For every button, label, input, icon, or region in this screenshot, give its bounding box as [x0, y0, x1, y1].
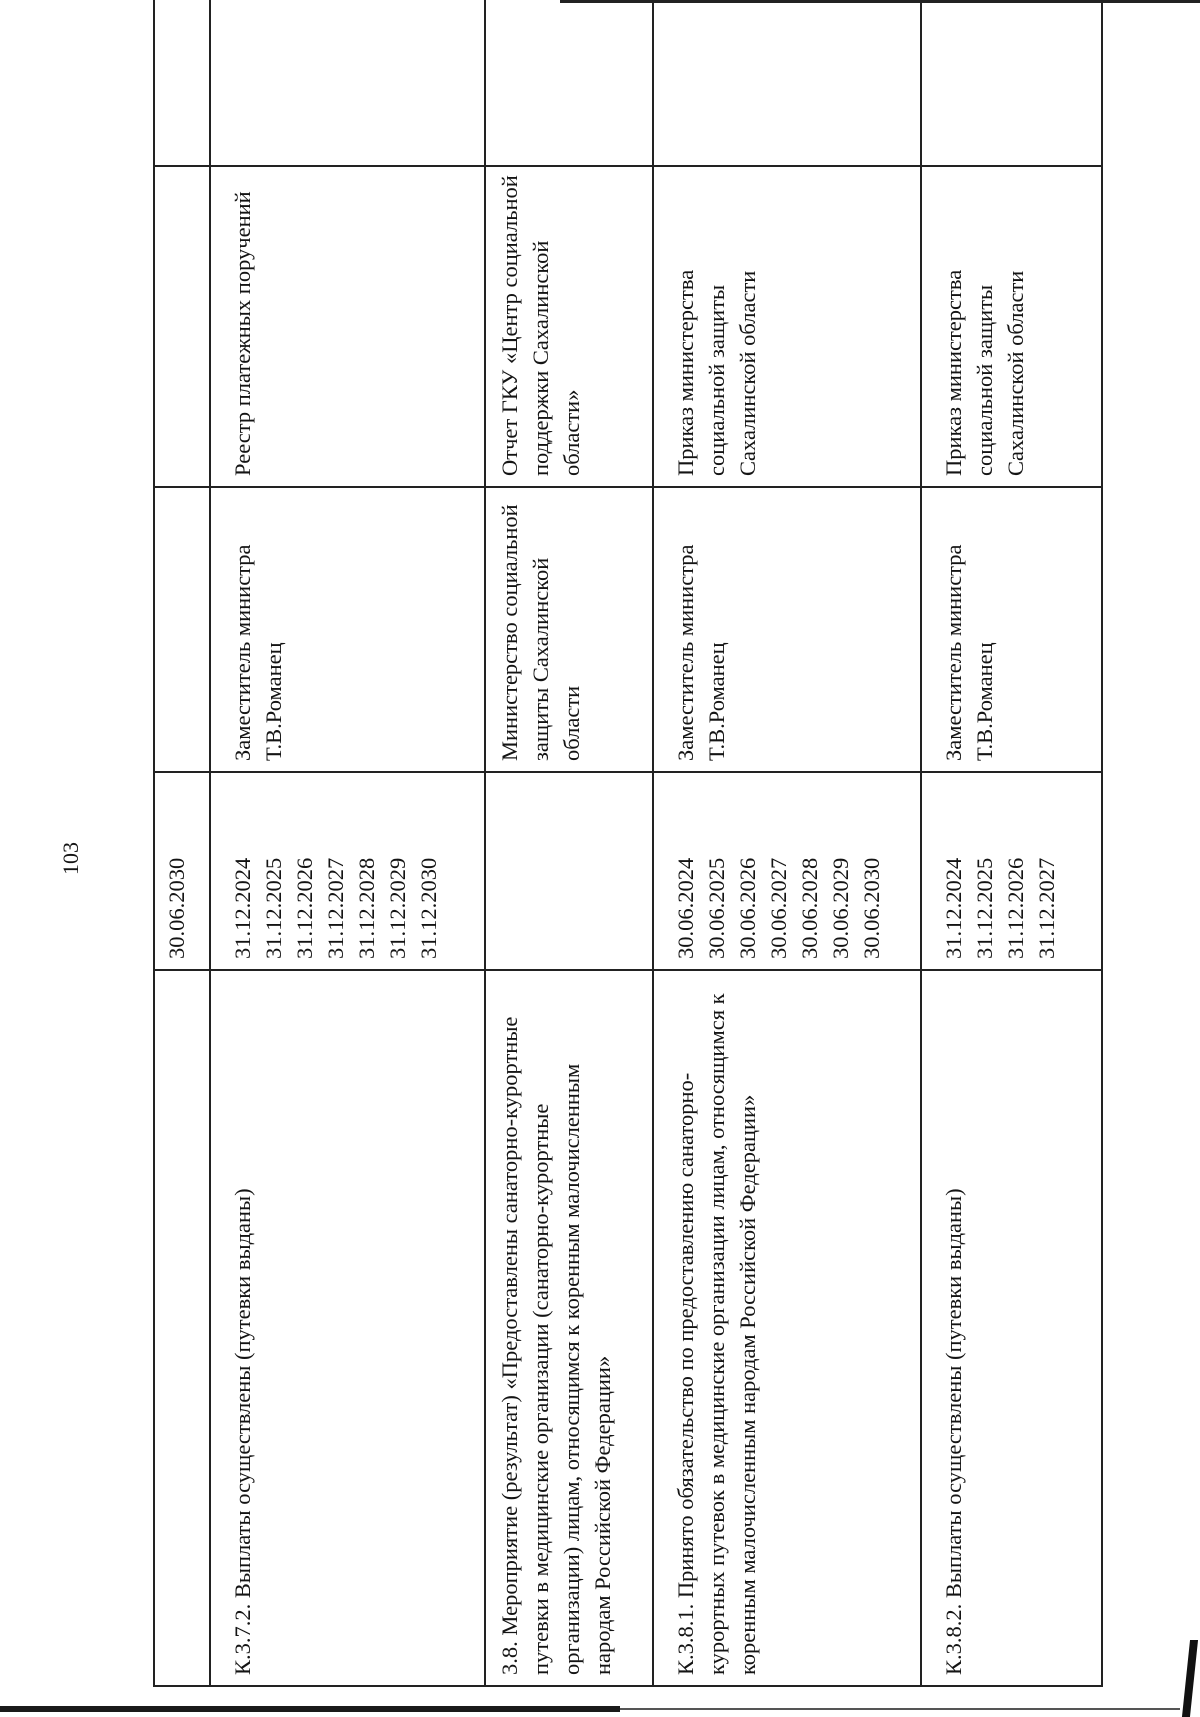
date: 31.12.2024 — [230, 857, 256, 959]
table-row — [653, 0, 921, 1686]
date: 30.06.2029 — [827, 857, 853, 959]
description-cell: 3.8. Мероприятие (результат) «Предоставлены санаторно-курортные путевки в медицинские организации (санаторно-курортные организации) лицам, относящимся к коренным малочисленным народам Российской Федерации» — [485, 970, 653, 1686]
description-cell — [154, 970, 210, 1686]
date: 30.06.2028 — [796, 857, 822, 959]
date: 31.12.2026 — [1002, 857, 1028, 959]
date: 31.12.2027 — [323, 857, 349, 959]
plan-table — [153, 0, 1103, 1687]
responsible-cell: Заместитель министра Т.В.Романец — [653, 487, 921, 772]
empty-cell — [921, 0, 1102, 166]
date: 31.12.2029 — [385, 857, 411, 959]
empty-cell — [485, 0, 653, 166]
empty-cell — [653, 0, 921, 166]
dates-cell — [154, 772, 210, 970]
description-cell: К.3.7.2. Выплаты осуществлены (путевки выданы) — [210, 970, 485, 1686]
date: 30.06.2026 — [734, 857, 760, 959]
date: 30.06.2027 — [765, 857, 791, 959]
responsible-cell — [154, 487, 210, 772]
date: 30.06.2030 — [164, 857, 189, 959]
dates-cell — [210, 772, 485, 970]
date: 31.12.2030 — [416, 857, 442, 959]
empty-cell — [154, 0, 210, 166]
dates-cell — [921, 772, 1102, 970]
document-cell: Отчет ГКУ «Центр социальной поддержки Сахалинской области» — [485, 166, 653, 487]
description-cell: К.3.8.1. Принято обязательство по предоставлению санаторно-курортных путевок в медицинские организации лицам, относящимся к коренным малочисленным народам Российской Федерации» — [653, 970, 921, 1686]
responsible-cell: Заместитель министра Т.В.Романец — [210, 487, 485, 772]
table-row — [210, 0, 485, 1686]
responsible-cell: Заместитель министра Т.В.Романец — [921, 487, 1102, 772]
document-cell: Приказ министерства социальной защиты Сахалинской области — [653, 166, 921, 487]
description-cell: К.3.8.2. Выплаты осуществлены (путевки выданы) — [921, 970, 1102, 1686]
date: 30.06.2030 — [858, 857, 884, 959]
date: 30.06.2024 — [672, 857, 698, 959]
table-row — [485, 0, 653, 1686]
dates-cell — [653, 772, 921, 970]
document-cell: Реестр платежных поручений — [210, 166, 485, 487]
document-cell: Приказ министерства социальной защиты Сахалинской области — [921, 166, 1102, 487]
page-number: 103 — [58, 842, 83, 875]
date: 31.12.2026 — [292, 857, 318, 959]
date: 31.12.2024 — [940, 857, 966, 959]
date: 31.12.2028 — [354, 857, 380, 959]
date: 31.12.2027 — [1033, 857, 1059, 959]
date: 31.12.2025 — [971, 857, 997, 959]
responsible-cell: Министерство социальной защиты Сахалинской области — [485, 487, 653, 772]
table-row — [921, 0, 1102, 1686]
table-row — [154, 0, 210, 1686]
date: 31.12.2025 — [261, 857, 287, 959]
dates-cell — [485, 772, 653, 970]
empty-cell — [210, 0, 485, 166]
document-cell — [154, 166, 210, 487]
date: 30.06.2025 — [703, 857, 729, 959]
